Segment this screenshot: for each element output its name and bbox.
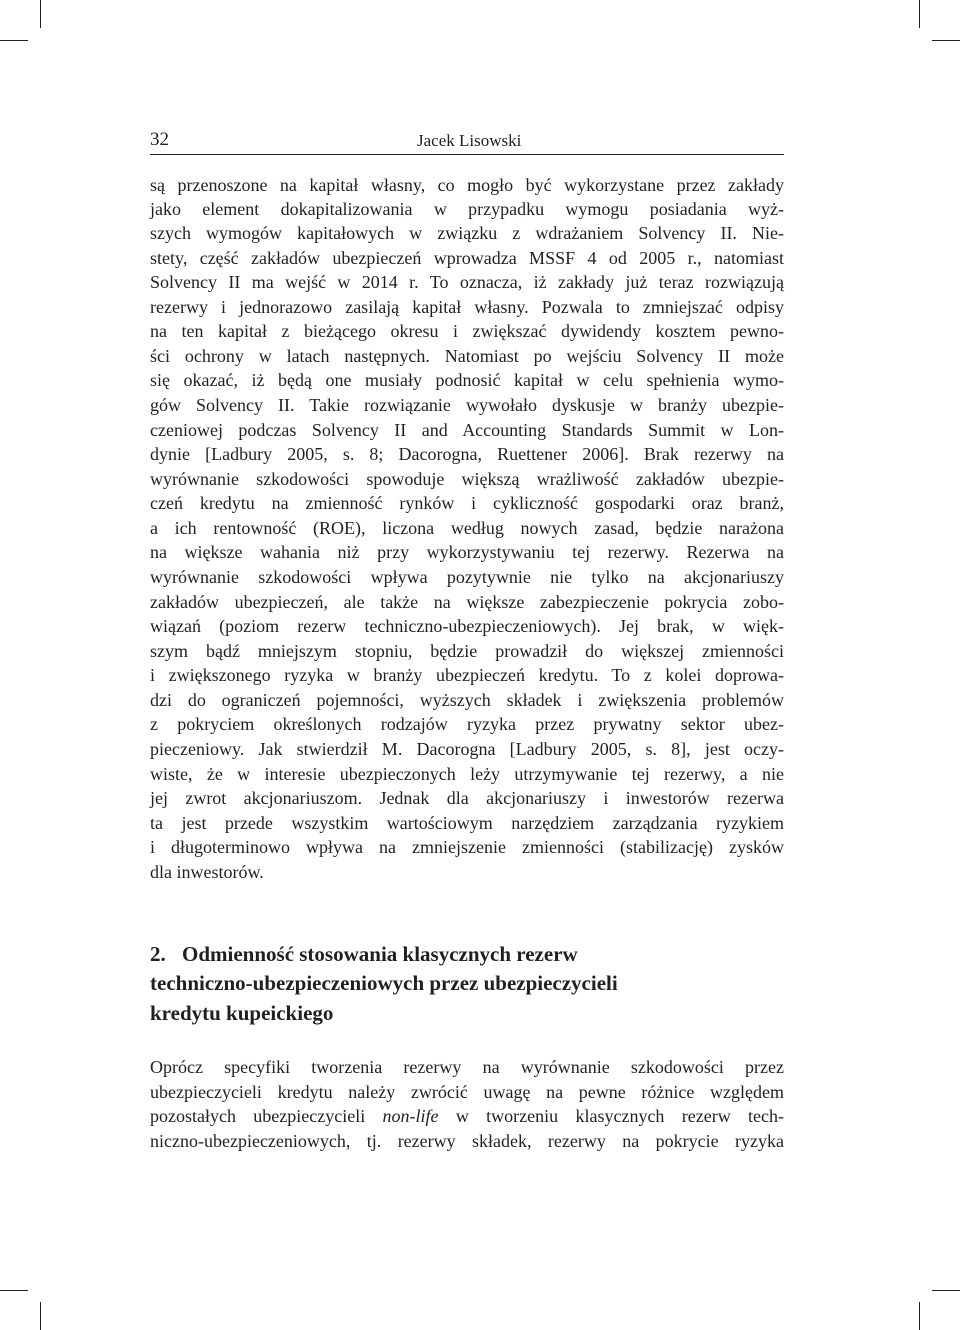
text-line: a ich rentowność (ROE), liczona według nowych zasad, będzie narażona xyxy=(150,518,784,538)
text-line: zakładów ubezpieczeń, ale także na większe zabezpieczenie pokrycia zobo- xyxy=(150,592,784,612)
text-line: gów Solvency II. Takie rozwiązanie wywołało dyskusje w branży ubezpie- xyxy=(150,395,784,415)
text-line: czeniowej podczas Solvency II and Accounting Standards Summit w Lon- xyxy=(150,420,784,440)
text-line: niczno-ubezpieczeniowych, tj. rezerwy składek, rezerwy na pokrycie ryzyka xyxy=(150,1131,784,1151)
text-line: ta jest przede wszystkim wartościowym narzędziem zarządzania ryzykiem xyxy=(150,813,784,833)
text-run: pozostałych ubezpieczycieli xyxy=(150,1106,383,1126)
running-head-author: Jacek Lisowski xyxy=(417,131,522,150)
crop-mark xyxy=(932,40,960,41)
section-title-line: kredytu kupeickiego xyxy=(150,1001,334,1025)
text-line: na ten kapitał z bieżącego okresu i zwiększać dywidendy kosztem pewno- xyxy=(150,321,784,341)
section-title-line xyxy=(150,940,790,969)
text-line: wyrównanie szkodowości spowoduje większą wrażliwość zakładów ubezpie- xyxy=(150,469,784,489)
text-line: ści ochrony w latach następnych. Natomiast po wejściu Solvency II może xyxy=(150,346,784,366)
section-title-line: techniczno-ubezpieczeniowych przez ubezpieczycieli xyxy=(150,971,618,995)
text-line: i zwiększonego ryzyka w branży ubezpieczeń kredytu. To z kolei doprowa- xyxy=(150,665,784,685)
text-line: wiste, że w interesie ubezpieczonych leży utrzymywanie tej rezerwy, a nie xyxy=(150,764,784,784)
text-line: wyrównanie szkodowości wpływa pozytywnie nie tylko na akcjonariuszy xyxy=(150,567,784,587)
text-line: są przenoszone na kapitał własny, co mogło być wykorzystane przez zakłady xyxy=(150,175,784,195)
crop-mark xyxy=(0,40,28,41)
page-number: 32 xyxy=(150,129,169,150)
text-line: rezerwy i jednorazowo zasilają kapitał własny. Pozwala to zmniejszać odpisy xyxy=(150,297,784,317)
text-line: szych wymogów kapitałowych w związku z wdrażaniem Solvency II. Nie- xyxy=(150,223,784,243)
text-line: czeń kredytu na zmienność rynków i cykliczność gospodarki oraz branż, xyxy=(150,493,784,513)
header-rule xyxy=(150,154,784,155)
text-line: dynie [Ladbury 2005, s. 8; Dacorogna, Ruettener 2006]. Brak rezerwy na xyxy=(150,444,784,464)
text-line xyxy=(150,1104,784,1128)
crop-mark xyxy=(919,1302,920,1330)
crop-mark xyxy=(932,1290,960,1291)
crop-mark xyxy=(40,0,41,28)
text-line: stety, część zakładów ubezpieczeń wprowadza MSSF 4 od 2005 r., natomiast xyxy=(150,248,784,268)
text-line: z pokryciem określonych rodzajów ryzyka przez prywatny sektor ubez- xyxy=(150,714,784,734)
text-line: dzi do ograniczeń pojemności, wyższych składek i zwiększenia problemów xyxy=(150,690,784,710)
text-line: i długoterminowo wpływa na zmniejszenie zmienności (stabilizację) zysków xyxy=(150,837,784,857)
text-line: się okazać, iż będą one musiały podnosić kapitał w celu spełnienia wymo- xyxy=(150,370,784,390)
text-line: jej zwrot akcjonariuszom. Jednak dla akcjonariuszy i inwestorów rezerwa xyxy=(150,788,784,808)
text-line: Oprócz specyfiki tworzenia rezerwy na wyrównanie szkodowości przez xyxy=(150,1057,784,1077)
text-line: na większe wahania niż przy wykorzystywaniu tej rezerwy. Rezerwa na xyxy=(150,542,784,562)
italic-term: non-life xyxy=(382,1106,439,1126)
text-line: ubezpieczycieli kredytu należy zwrócić uwagę na pewne różnice względem xyxy=(150,1082,784,1102)
section-number: 2. xyxy=(150,942,166,966)
text-line: wiązań (poziom rezerw techniczno-ubezpieczeniowych). Jej brak, w więk- xyxy=(150,616,784,636)
crop-mark xyxy=(40,1302,41,1330)
text-line: dla inwestorów. xyxy=(150,862,264,882)
crop-mark xyxy=(919,0,920,28)
text-line: szym bądź mniejszym stopniu, będzie prowadził do większej zmienności xyxy=(150,641,784,661)
section-title-text: Odmienność stosowania klasycznych rezerw xyxy=(182,942,578,966)
crop-mark xyxy=(0,1290,28,1291)
text-line: jako element dokapitalizowania w przypadku wymogu posiadania wyż- xyxy=(150,199,784,219)
text-line: pieczeniowy. Jak stwierdził M. Dacorogna [Ladbury 2005, s. 8], jest oczy- xyxy=(150,739,784,759)
text-run: w tworzeniu klasycznych rezerw tech- xyxy=(438,1106,784,1126)
text-line: Solvency II ma wejść w 2014 r. To oznacza, iż zakłady już teraz rozwiązują xyxy=(150,272,784,292)
